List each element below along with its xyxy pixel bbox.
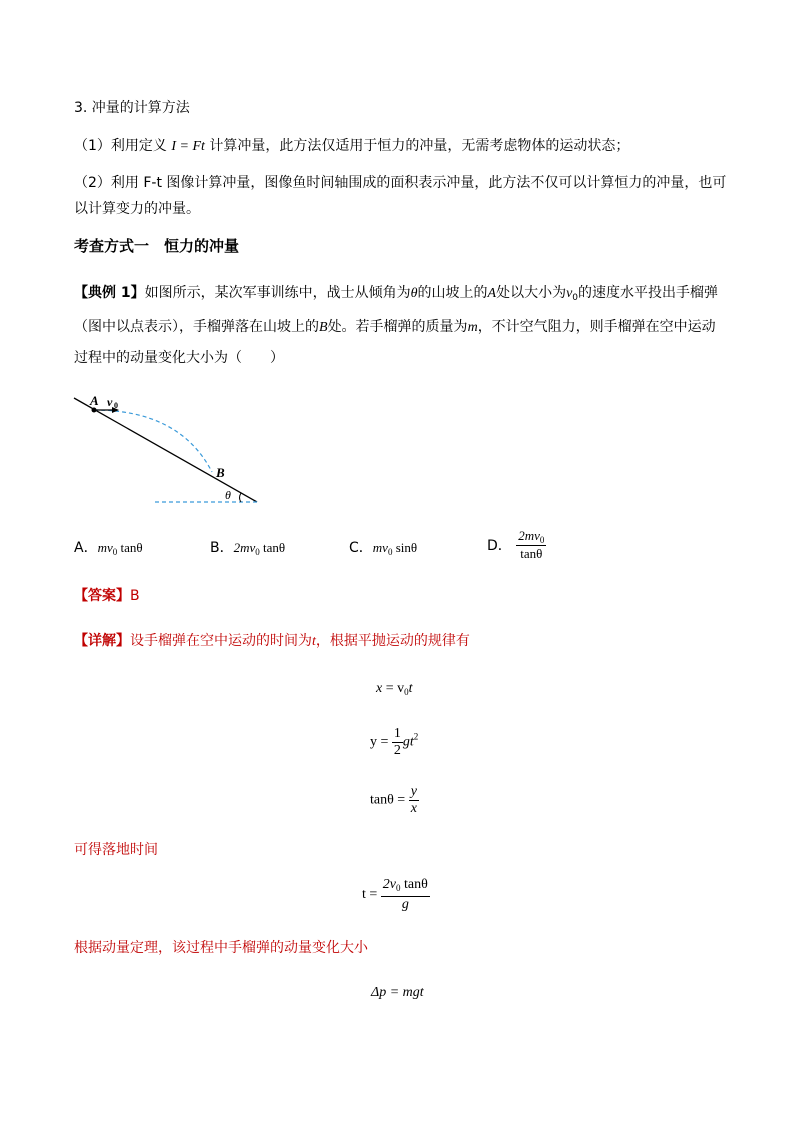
equation-x: $x = v_0t$ bbox=[376, 681, 413, 697]
label-v0-sub: 0 bbox=[114, 401, 118, 410]
label-b: B bbox=[216, 465, 225, 480]
option-c[interactable]: C．$mv_0$ sinθ bbox=[349, 540, 418, 557]
answer-tag: 【答案】 bbox=[74, 588, 130, 604]
solution-tag: 【详解】 bbox=[74, 633, 130, 649]
option-d[interactable]: D． $\frac{2mv_0}{\tan\theta}$ bbox=[487, 528, 545, 561]
example-line-2: （图中以点表示），手榴弹落在山坡上的B处。若手榴弹的质量为m，不计空气阻力，则手榴弹在空中运动 bbox=[74, 319, 716, 335]
answer-value: B bbox=[130, 588, 140, 604]
equation-delta-p: Δp = mgt bbox=[371, 985, 424, 1000]
label-v0: v bbox=[107, 395, 113, 409]
answer-line bbox=[74, 586, 140, 606]
formula-impulse-definition: I = Ft bbox=[171, 139, 205, 154]
label-theta: θ bbox=[225, 488, 231, 502]
equation-tan: tanθ = $\frac{y}{x}$ bbox=[370, 784, 417, 816]
method-item-2-line2: 以计算变力的冲量。 bbox=[74, 201, 200, 217]
angle-arc bbox=[240, 493, 242, 502]
method-item-2-line1: （2）利用 F-t 图像计算冲量，图像鱼时间轴围成的面积表示冲量，此方法不仅可以计算恒力的冲量，也可 bbox=[74, 175, 727, 191]
step-momentum-theorem: 根据动量定理，该过程中手榴弹的动量变化大小 bbox=[74, 940, 368, 956]
equation-t: t = $\frac{2v_0 \tan\theta}{g}$ bbox=[362, 877, 428, 912]
label-a: A bbox=[90, 393, 99, 408]
option-b[interactable]: B．$2mv_0$ tanθ bbox=[210, 540, 286, 557]
slope-line bbox=[74, 398, 257, 502]
method-title: 考查方式一 恒力的冲量 bbox=[74, 237, 240, 255]
step-landing-time: 可得落地时间 bbox=[74, 842, 158, 858]
example-line-3: 过程中的动量变化大小为（ ） bbox=[74, 350, 284, 366]
option-d-fraction: $\frac{2mv_0}{\tan\theta}$ bbox=[518, 528, 545, 561]
slope-diagram bbox=[60, 385, 280, 515]
example-line-1: 【典例 1】如图所示，某次军事训练中，战士从倾角为θ的山坡上的A处以大小为$v_0$的速度水平投出手榴弹 bbox=[74, 285, 719, 303]
solution-intro: 【详解】设手榴弹在空中运动的时间为t，根据平抛运动的规律有 bbox=[74, 633, 470, 649]
option-a[interactable]: A．$mv_0$ tanθ bbox=[74, 540, 143, 557]
example-tag: 【典例 1】 bbox=[74, 285, 145, 301]
method-item-1: （1）利用定义 I = Ft 计算冲量，此方法仅适用于恒力的冲量，无需考虑物体的运动状态； bbox=[74, 138, 630, 154]
section-heading: 3. 冲量的计算方法 bbox=[74, 100, 190, 116]
equation-y: y = $\frac{1}{2}$ $gt^2$ bbox=[370, 726, 419, 758]
